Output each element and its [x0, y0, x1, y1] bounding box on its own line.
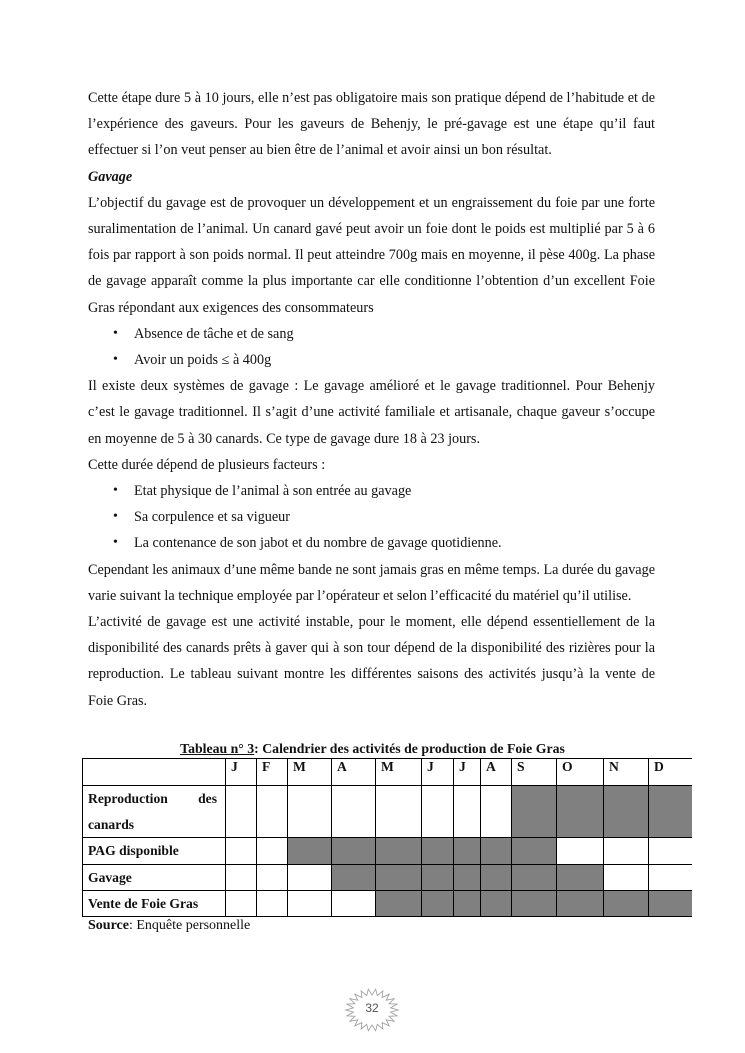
paragraph-activite: L’activité de gavage est une activité instable, pour le moment, elle dépend essentiellement de la disponibilité des canards prêts à gaver qui à son tour dépend de la disponibilité des rizières pour la reproduction. Le tableau suivant montre les différentes saisons des activités jusqu’à la vente de Foie Gras. [88, 614, 655, 709]
activity-row-label: Gavage [88, 870, 132, 885]
source-label: Source [88, 918, 129, 933]
month-header: F [262, 759, 271, 774]
paragraph-duree: Cependant les animaux d’une même bande ne sont jamais gras en même temps. La durée du gavage varie suivant la technique employée par l’opérateur et selon l’efficacité du matériel qu’il utilise. [88, 561, 655, 604]
table-source [88, 917, 250, 935]
activity-cell [375, 837, 421, 864]
activity-cell [453, 837, 480, 864]
month-header: J [427, 759, 434, 774]
activity-cell [375, 864, 421, 890]
activity-cell [421, 890, 453, 916]
table-caption [0, 741, 745, 757]
activity-cell [480, 837, 511, 864]
month-header: S [517, 759, 525, 774]
activity-cell [480, 890, 511, 916]
paragraph-systemes: Il existe deux systèmes de gavage : Le gavage amélioré et le gavage traditionnel. Pour Behenjy c’est le gavage traditionnel. Il s’agit d’une activité familiale et artisanale, chaque gaveur s’occupe en moyenne de 5 à 30 canards. Ce type de gavage dure 18 à 23 jours. [88, 378, 655, 447]
month-header: J [231, 759, 238, 774]
activity-cell [480, 864, 511, 890]
activity-cell [556, 785, 603, 837]
activity-cell [453, 864, 480, 890]
body-text [88, 85, 655, 714]
activity-cell [375, 890, 421, 916]
list-item: • La contenance de son jabot et du nombre de gavage quotidienne. [88, 530, 655, 556]
activity-cell [603, 890, 648, 916]
activity-cell [603, 785, 648, 837]
paragraph-pregavage: Cette étape dure 5 à 10 jours, elle n’est pas obligatoire mais son pratique dépend de l’habitude et de l’expérience des gaveurs. Pour les gaveurs de Behenjy, le pré-gavage est une étape qu’il faut effectuer si l’on veut penser au bien être de l’animal et avoir ainsi un bon résultat. [88, 90, 655, 159]
quality-criteria-list [88, 321, 655, 373]
list-item: • Avoir un poids ≤ à 400g [88, 347, 655, 373]
page-number-badge [342, 988, 402, 1032]
activity-cell [287, 837, 331, 864]
month-header: A [337, 759, 347, 774]
page-number: 32 [365, 1001, 379, 1015]
paragraph-objectif: L’objectif du gavage est de provoquer un développement et un engraissement du foie par une forte suralimentation de l’animal. Un canard gavé peut avoir un foie dont le poids est multiplié par 5 à 6 fois par rapport à son poids normal. Il peut atteindre 700g mais en moyenne, il pèse 400g. La phase de gavage apparaît comme la plus importante car elle conditionne l’obtention d’un excellent Foie Gras répondant aux exigences des consommateurs [88, 194, 655, 316]
activity-calendar-table [82, 758, 692, 917]
activity-cell [511, 890, 556, 916]
activity-row-label: PAG disponible [88, 843, 179, 858]
activity-cell [331, 837, 375, 864]
table-caption-title: : Calendrier des activités de production de Foie Gras [254, 741, 565, 756]
month-header: A [486, 759, 496, 774]
list-item: • Etat physique de l’animal à son entrée au gavage [88, 478, 655, 504]
month-header: M [293, 759, 306, 774]
table-caption-number: Tableau n° 3 [180, 741, 255, 756]
activity-cell [421, 864, 453, 890]
activity-cell [511, 837, 556, 864]
list-item: • Sa corpulence et sa vigueur [88, 504, 655, 530]
month-header: J [459, 759, 466, 774]
activity-cell [453, 890, 480, 916]
activity-cell [556, 890, 603, 916]
factors-list [88, 478, 655, 557]
activity-cell [511, 864, 556, 890]
source-text: : Enquête personnelle [128, 918, 251, 933]
month-header: O [562, 759, 573, 774]
activity-cell [556, 864, 603, 890]
month-header: M [381, 759, 394, 774]
activity-cell [331, 864, 375, 890]
activity-cell [511, 785, 556, 837]
activity-row-label: Vente de Foie Gras [88, 896, 199, 911]
activity-cell [648, 890, 692, 916]
activity-cell [421, 837, 453, 864]
paragraph-facteurs-intro: Cette durée dépend de plusieurs facteurs : [88, 456, 326, 473]
section-heading-gavage: Gavage [88, 168, 133, 185]
list-item: • Absence de tâche et de sang [88, 321, 655, 347]
activity-row-label: Reproduction des canards [88, 791, 217, 832]
month-header: N [609, 759, 619, 774]
month-header: D [654, 759, 664, 774]
activity-cell [648, 785, 692, 837]
